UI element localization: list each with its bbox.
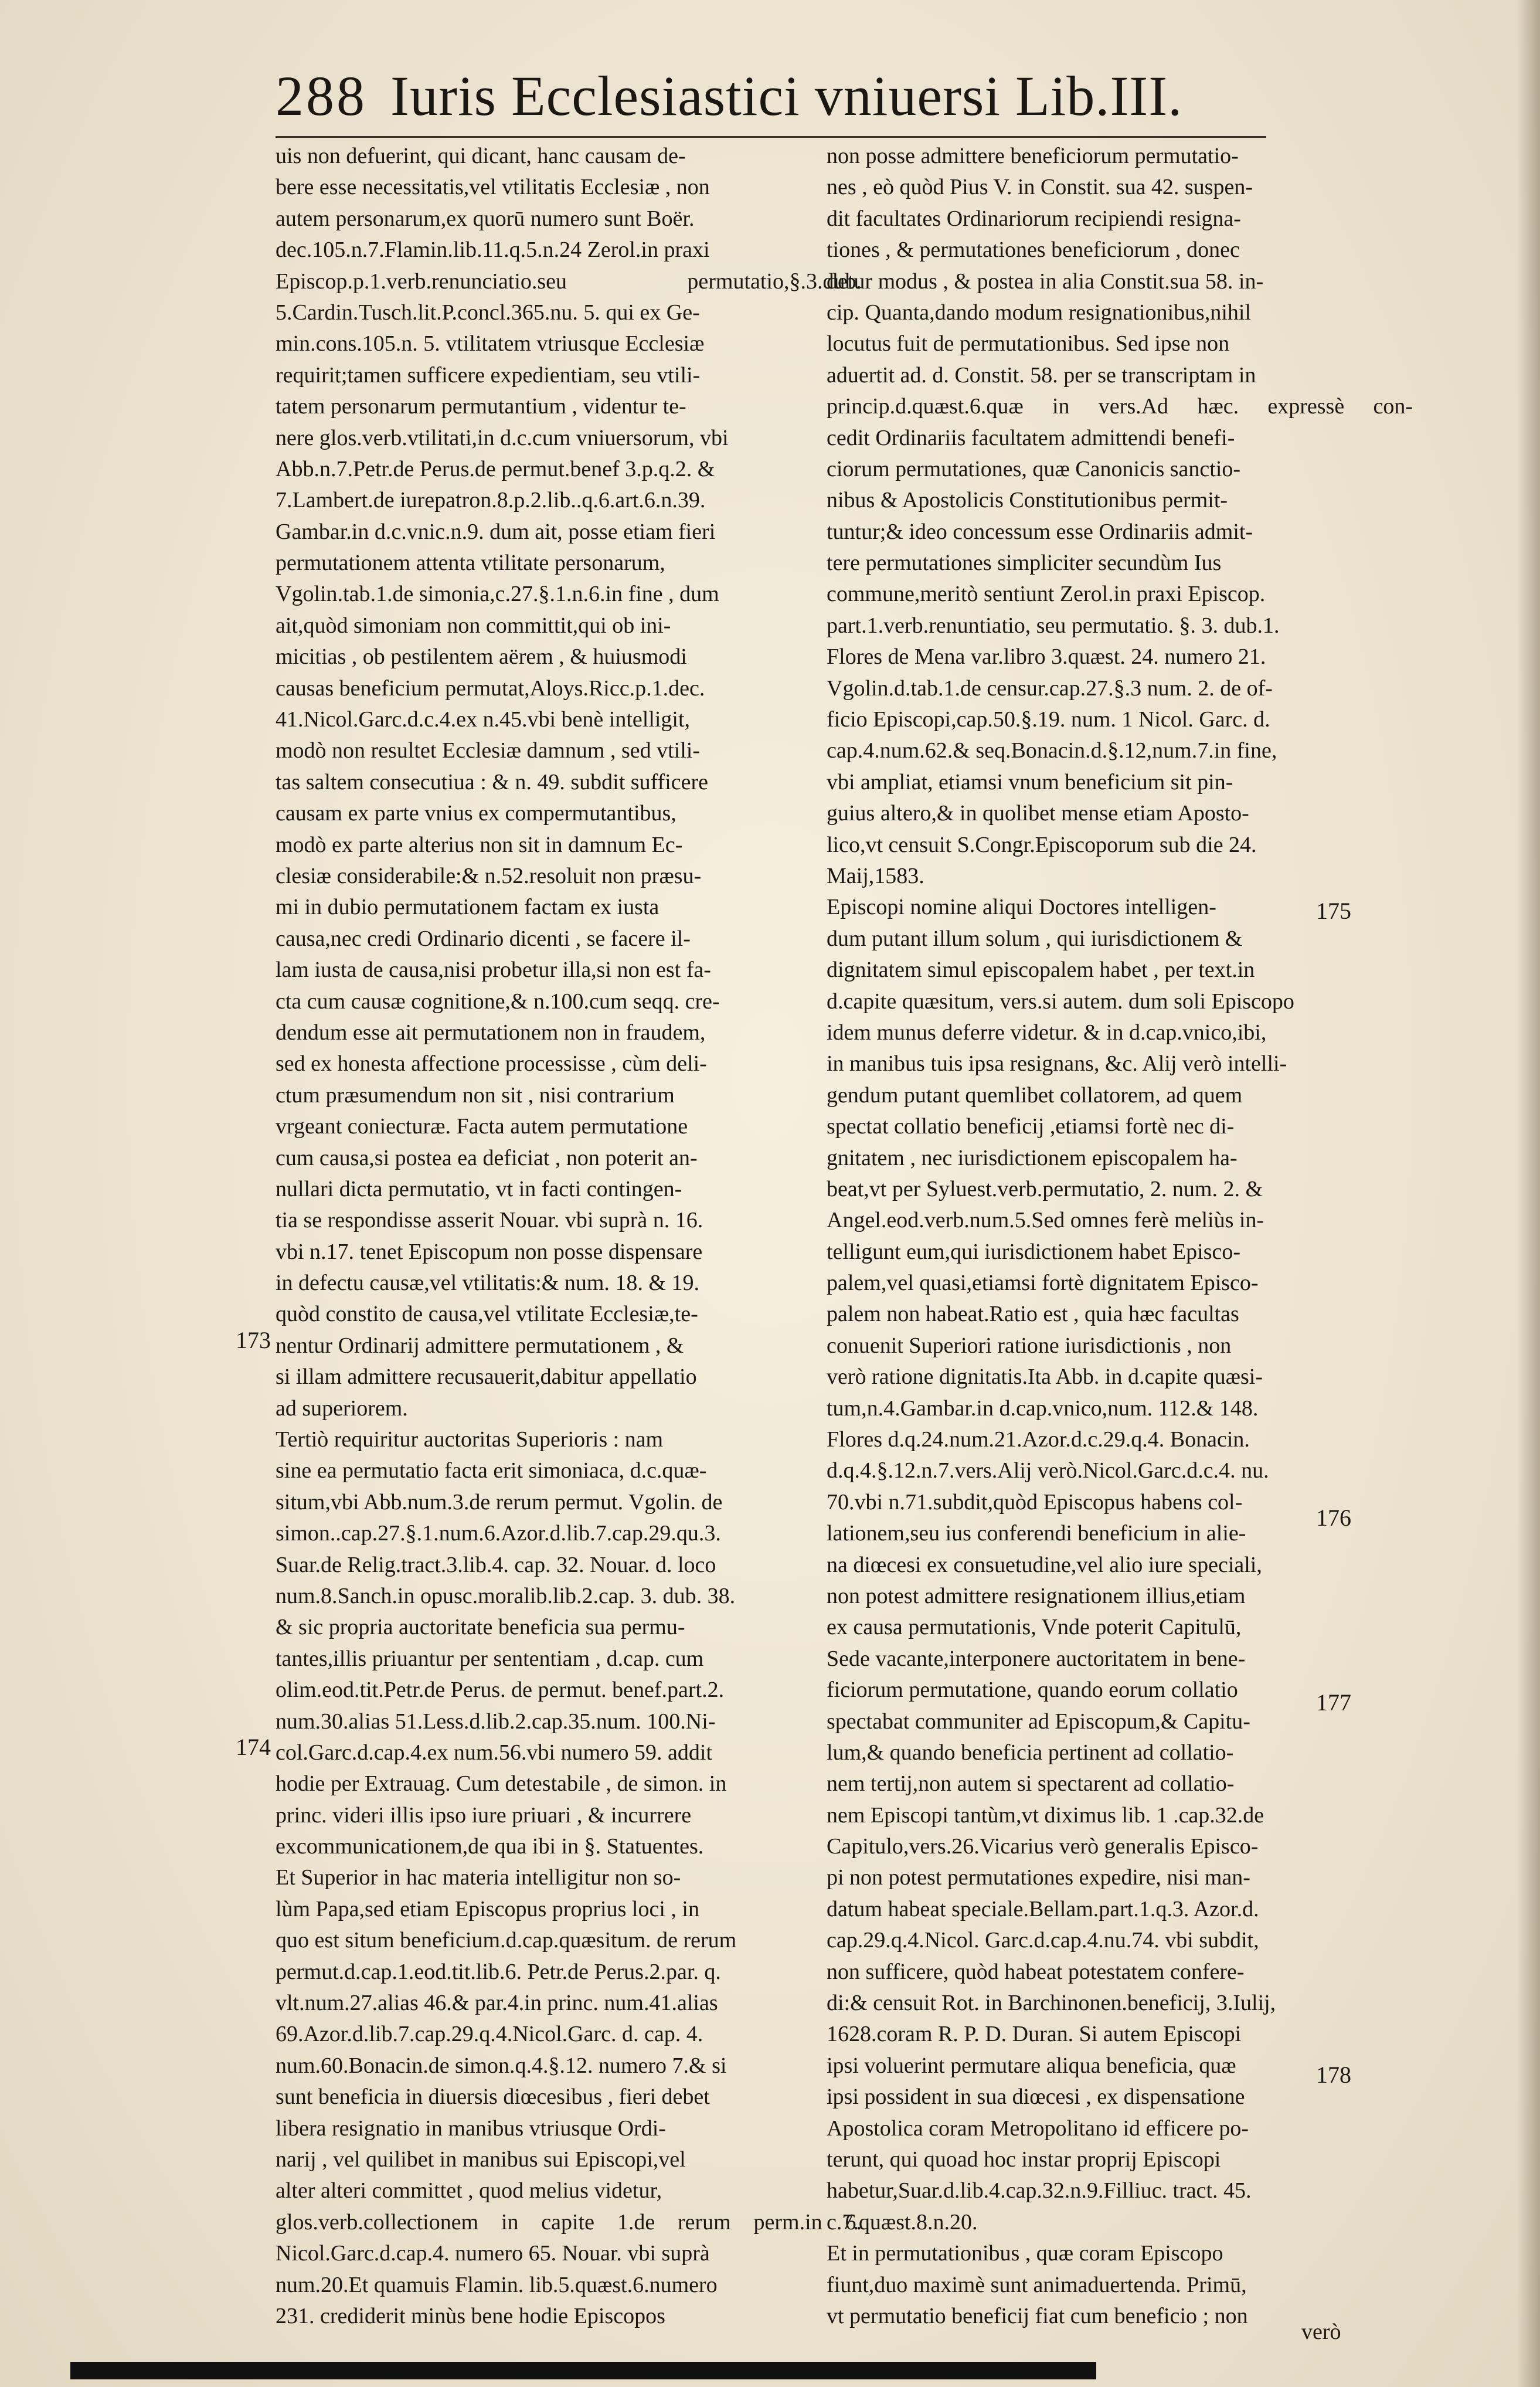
text-line: princip.d.quæst.6.quæ in vers.Ad hæc. expressè con- <box>827 394 1413 419</box>
text-line: Tertiò requiritur auctoritas Superioris : nam <box>276 1427 664 1452</box>
text-line: simon..cap.27.§.1.num.6.Azor.d.lib.7.cap.29.qu.3. <box>276 1521 721 1546</box>
text-line: nibus & Apostolicis Constitutionibus permit- <box>827 488 1228 513</box>
text-line: 69.Azor.d.lib.7.cap.29.q.4.Nicol.Garc. d. cap. 4. <box>276 2022 703 2047</box>
text-line: gendum putant quemlibet collatorem, ad quem <box>827 1082 1243 1108</box>
text-line: ipsi possident in sua diœcesi , ex dispensatione <box>827 2084 1245 2110</box>
text-line: tuntur;& ideo concessum esse Ordinariis admit- <box>827 519 1253 544</box>
text-line: Gambar.in d.c.vnic.n.9. dum ait, posse etiam fieri <box>276 519 716 544</box>
text-line: causa,nec credi Ordinario dicenti , se facere il- <box>276 926 691 951</box>
text-line: Abb.n.7.Petr.de Perus.de permut.benef 3.p.q.2. & <box>276 456 715 481</box>
text-line: Vgolin.d.tab.1.de censur.cap.27.§.3 num. 2. de of- <box>827 675 1273 701</box>
text-line: hodie per Extrauag. Cum detestabile , de simon. in <box>276 1771 727 1797</box>
text-line: aduertit ad. d. Constit. 58. per se transcriptam in <box>827 362 1256 388</box>
text-line: Vgolin.tab.1.de simonia,c.27.§.1.n.6.in fine , dum <box>276 582 719 607</box>
text-line: modò non resultet Ecclesiæ damnum , sed vtili- <box>276 738 700 763</box>
text-line: palem non habeat.Ratio est , quia hæc facultas <box>827 1302 1239 1327</box>
text-line: cap.4.num.62.& seq.Bonacin.d.§.12,num.7.in fine, <box>827 738 1277 763</box>
text-line: ficio Episcopi,cap.50.§.19. num. 1 Nicol. Garc. d. <box>827 707 1270 732</box>
running-title: Iuris Ecclesiastici vniuersi Lib.III. <box>390 64 1183 127</box>
text-line: autem personarum,ex quorū numero sunt Boër. <box>276 206 695 231</box>
text-line: spectabat communiter ad Episcopum,& Capitu- <box>827 1709 1250 1734</box>
text-line: lam iusta de causa,nisi probetur illa,si non est fa- <box>276 957 711 983</box>
text-line: cta cum causæ cognitione,& n.100.cum seqq. cre- <box>276 989 720 1014</box>
text-line: 1628.coram R. P. D. Duran. Si autem Episcopi <box>827 2022 1242 2047</box>
text-line: ipsi voluerint permutare aliqua beneficia, quæ <box>827 2053 1236 2078</box>
margin-number-174: 174 <box>236 1734 271 1760</box>
text-line: min.cons.105.n. 5. vtilitatem vtriusque Ecclesiæ <box>276 331 705 356</box>
text-line: ex causa permutationis, Vnde poterit Capitulū, <box>827 1615 1242 1640</box>
text-line: gnitatem , nec iurisdictionem episcopalem ha- <box>827 1145 1238 1170</box>
text-line: tere permutationes simpliciter secundùm Ius <box>827 551 1222 576</box>
text-line: datum habeat speciale.Bellam.part.1.q.3. Azor.d. <box>827 1896 1259 1921</box>
text-line: ctum præsumendum non sit , nisi contrarium <box>276 1082 675 1108</box>
text-line: alter alteri committet , quod melius videtur, <box>276 2178 662 2203</box>
scan-edge-bar <box>70 2362 1096 2379</box>
text-line: quòd constito de causa,vel vtilitate Ecclesiæ,te- <box>276 1302 698 1327</box>
left-column <box>276 141 862 2332</box>
text-line: mi in dubio permutationem factam ex iusta <box>276 895 659 920</box>
text-line: locutus fuit de permutationibus. Sed ipse non <box>827 331 1230 356</box>
margin-number-178: 178 <box>1316 2062 1351 2088</box>
text-line: dec.105.n.7.Flamin.lib.11.q.5.n.24 Zerol.in praxi <box>276 237 710 263</box>
text-line: 231. crediderit minùs bene hodie Episcopos <box>276 2303 665 2328</box>
text-line: causam ex parte vnius ex compermutantibus, <box>276 801 676 826</box>
text-line: clesiæ considerabile:& n.52.resoluit non præsu- <box>276 863 702 888</box>
text-line: quo est situm beneficium.d.cap.quæsitum. de rerum <box>276 1928 737 1953</box>
text-line: 5.Cardin.Tusch.lit.P.concl.365.nu. 5. qui ex Ge- <box>276 300 700 325</box>
text-line: Episcop.p.1.verb.renunciatio.seu permutatio,§.3.dub. <box>276 269 862 294</box>
text-line: part.1.verb.renuntiatio, seu permutatio. §. 3. dub.1. <box>827 613 1280 638</box>
text-line: detur modus , & postea in alia Constit.sua 58. in- <box>827 269 1264 294</box>
text-line: non sufficere, quòd habeat potestatem confere- <box>827 1959 1245 1984</box>
text-line: Et Superior in hac materia intelligitur non so- <box>276 1865 681 1890</box>
text-line: beat,vt per Syluest.verb.permutatio, 2. num. 2. & <box>827 1176 1263 1201</box>
text-line: lationem,seu ius conferendi beneficium in alie- <box>827 1521 1246 1546</box>
text-line: modò ex parte alterius non sit in damnum Ec- <box>276 832 683 857</box>
text-line: in defectu causæ,vel vtilitatis:& num. 18. & 19. <box>276 1271 699 1296</box>
text-line: Suar.de Relig.tract.3.lib.4. cap. 32. Nouar. d. loco <box>276 1552 716 1577</box>
text-line: nem Episcopi tantùm,vt diximus lib. 1 .cap.32.de <box>827 1802 1264 1828</box>
text-line: non posse admittere beneficiorum permutatio- <box>827 144 1239 168</box>
margin-number-175: 175 <box>1316 898 1351 924</box>
text-line: Nicol.Garc.d.cap.4. numero 65. Nouar. vbi suprà <box>276 2241 710 2266</box>
text-line: & sic propria auctoritate beneficia sua permu- <box>276 1615 685 1640</box>
text-line: Capitulo,vers.26.Vicarius verò generalis Episco- <box>827 1834 1259 1859</box>
text-line: si illam admittere recusauerit,dabitur appellatio <box>276 1364 697 1390</box>
text-line: num.20.Et quamuis Flamin. lib.5.quæst.6.numero <box>276 2272 718 2297</box>
text-line: in manibus tuis ipsa resignans, &c. Alij verò intelli- <box>827 1051 1287 1077</box>
text-line: vt permutatio beneficij fiat cum beneficio ; non <box>827 2303 1248 2328</box>
text-line: na diœcesi ex consuetudine,vel alio iure speciali, <box>827 1552 1262 1577</box>
text-line: cedit Ordinariis facultatem admittendi benefi- <box>827 425 1235 450</box>
text-line: Sede vacante,interponere auctoritatem in bene- <box>827 1646 1246 1671</box>
text-line: palem,vel quasi,etiamsi fortè dignitatem Episco- <box>827 1271 1259 1296</box>
text-line: tatem personarum permutantium , videntur te- <box>276 394 686 419</box>
text-line: num.60.Bonacin.de simon.q.4.§.12. numero 7.& si <box>276 2053 727 2078</box>
text-line: Flores de Mena var.libro 3.quæst. 24. numero 21. <box>827 644 1266 670</box>
text-line: tas saltem consecutiua : & n. 49. subdit sufficere <box>276 769 709 794</box>
text-line: d.capite quæsitum, vers.si autem. dum soli Episcopo <box>827 989 1294 1014</box>
text-line: 70.vbi n.71.subdit,quòd Episcopus habens col- <box>827 1489 1243 1515</box>
page-header <box>276 63 1272 134</box>
spine-shadow <box>1517 0 1540 2387</box>
text-line: sed ex honesta affectione processisse , cùm deli- <box>276 1051 707 1077</box>
text-line: tia se respondisse asserit Nouar. vbi suprà n. 16. <box>276 1208 703 1233</box>
text-line: dit facultates Ordinariorum recipiendi resigna- <box>827 206 1241 231</box>
margin-number-177: 177 <box>1316 1689 1351 1716</box>
text-line: nem tertij,non autem si spectarent ad collatio- <box>827 1771 1235 1797</box>
text-line: ficiorum permutatione, quando eorum collatio <box>827 1678 1238 1703</box>
text-line: permutationem attenta vtilitate personarum, <box>276 551 665 576</box>
text-line: num.30.alias 51.Less.d.lib.2.cap.35.num. 100.Ni- <box>276 1709 716 1734</box>
header-rule <box>276 136 1266 138</box>
text-line: spectat collatio beneficij ,etiamsi fortè nec di- <box>827 1114 1235 1139</box>
text-line: nullari dicta permutatio, vt in facti contingen- <box>276 1176 682 1201</box>
text-line: olim.eod.tit.Petr.de Perus. de permut. benef.part.2. <box>276 1678 725 1703</box>
text-line: bere esse necessitatis,vel vtilitatis Ecclesiæ , non <box>276 175 710 200</box>
margin-number-176: 176 <box>1316 1505 1351 1531</box>
text-line: requirit;tamen sufficere expedientiam, seu vtili- <box>276 362 701 388</box>
text-line: excommunicationem,de qua ibi in §. Statuentes. <box>276 1834 704 1859</box>
text-line: c.7.quæst.8.n.20. <box>827 2209 978 2235</box>
catchword: verò <box>1301 2320 1341 2344</box>
text-line: lum,& quando beneficia pertinent ad collatio- <box>827 1740 1234 1765</box>
text-line: lùm Papa,sed etiam Episcopus proprius loci , in <box>276 1896 699 1921</box>
text-line: vbi ampliat, etiamsi vnum beneficium sit pin- <box>827 769 1233 794</box>
text-line: habetur,Suar.d.lib.4.cap.32.n.9.Filliuc. tract. 45. <box>827 2178 1252 2203</box>
text-line: conuenit Superiori ratione iurisdictionis , non <box>827 1333 1232 1358</box>
text-line: 7.Lambert.de iurepatron.8.p.2.lib..q.6.art.6.n.39. <box>276 488 706 513</box>
text-line: vbi n.17. tenet Episcopum non posse dispensare <box>276 1239 703 1264</box>
text-line: princ. videri illis ipso iure priuari , & incurrere <box>276 1802 692 1828</box>
text-line: libera resignatio in manibus vtriusque Ordi- <box>276 2116 666 2141</box>
text-line: uis non defuerint, qui dicant, hanc causam de- <box>276 144 686 168</box>
text-line: commune,meritò sentiunt Zerol.in praxi Episcop. <box>827 582 1266 607</box>
text-line: nes , eò quòd Pius V. in Constit. sua 42. suspen- <box>827 175 1253 200</box>
text-line: cum causa,si postea ea deficiat , non poterit an- <box>276 1145 698 1170</box>
text-line: Angel.eod.verb.num.5.Sed omnes ferè meliùs in- <box>827 1208 1264 1233</box>
text-line: telligunt eum,qui iurisdictionem habet Episco- <box>827 1239 1241 1264</box>
text-line: lico,vt censuit S.Congr.Episcoporum sub die 24. <box>827 832 1257 857</box>
text-line: guius altero,& in quolibet mense etiam Aposto- <box>827 801 1249 826</box>
text-line: pi non potest permutationes expedire, nisi man- <box>827 1865 1250 1890</box>
text-line: terunt, qui quoad hoc instar proprij Episcopi <box>827 2147 1221 2172</box>
text-line: glos.verb.collectionem in capite 1.de rerum perm.in 6. <box>276 2209 862 2235</box>
text-line: cap.29.q.4.Nicol. Garc.d.cap.4.nu.74. vbi subdit, <box>827 1928 1259 1953</box>
page-number: 288 <box>276 64 367 127</box>
text-line: micitias , ob pestilentem aërem , & huiusmodi <box>276 644 687 670</box>
text-line: di:& censuit Rot. in Barchinonen.beneficij, 3.Iulij, <box>827 1991 1276 2016</box>
right-column <box>827 141 1413 2332</box>
text-line: nere glos.verb.vtilitati,in d.c.cum vniuersorum, vbi <box>276 425 729 450</box>
text-line: dum putant illum solum , qui iurisdictionem & <box>827 926 1243 951</box>
text-line: permut.d.cap.1.eod.tit.lib.6. Petr.de Perus.2.par. q. <box>276 1959 721 1984</box>
text-line: situm,vbi Abb.num.3.de rerum permut. Vgolin. de <box>276 1489 723 1515</box>
text-line: tiones , & permutationes beneficiorum , donec <box>827 237 1240 263</box>
text-line: Episcopi nomine aliqui Doctores intelligen- <box>827 895 1216 920</box>
text-line: col.Garc.d.cap.4.ex num.56.vbi numero 59. addit <box>276 1740 713 1765</box>
text-line: nentur Ordinarij admittere permutationem , & <box>276 1333 684 1358</box>
text-line: Maij,1583. <box>827 863 924 888</box>
text-line: ad superiorem. <box>276 1395 408 1421</box>
text-line: tantes,illis priuantur per sententiam , d.cap. cum <box>276 1646 704 1671</box>
text-line: ciorum permutationes, quæ Canonicis sanctio- <box>827 456 1241 481</box>
text-line: fiunt,duo maximè sunt animaduertenda. Primū, <box>827 2272 1247 2297</box>
text-line: cip. Quanta,dando modum resignationibus,nihil <box>827 300 1252 325</box>
text-line: non potest admittere resignationem illius,etiam <box>827 1583 1246 1608</box>
text-line: sine ea permutatio facta erit simoniaca, d.c.quæ- <box>276 1458 707 1483</box>
text-line: verò ratione dignitatis.Ita Abb. in d.capite quæsi- <box>827 1364 1263 1390</box>
text-line: ait,quòd simoniam non committit,qui ob ini- <box>276 613 671 638</box>
text-line: vlt.num.27.alias 46.& par.4.in princ. num.41.alias <box>276 1991 718 2016</box>
text-line: sunt beneficia in diuersis diœcesibus , fieri debet <box>276 2084 710 2110</box>
text-line: dignitatem simul episcopalem habet , per text.in <box>827 957 1255 983</box>
text-line: tum,n.4.Gambar.in d.cap.vnico,num. 112.& 148. <box>827 1395 1259 1421</box>
text-line: d.q.4.§.12.n.7.vers.Alij verò.Nicol.Garc.d.c.4. nu. <box>827 1458 1269 1483</box>
margin-number-173: 173 <box>236 1327 271 1353</box>
text-line: narij , vel quilibet in manibus sui Episcopi,vel <box>276 2147 686 2172</box>
text-line: Et in permutationibus , quæ coram Episcopo <box>827 2241 1223 2266</box>
text-line: vrgeant coniecturæ. Facta autem permutatione <box>276 1114 688 1139</box>
text-line: 41.Nicol.Garc.d.c.4.ex n.45.vbi benè intelligit, <box>276 707 691 732</box>
text-line: Apostolica coram Metropolitano id efficere po- <box>827 2116 1249 2141</box>
text-line: dendum esse ait permutationem non in fraudem, <box>276 1020 706 1045</box>
text-line: Flores d.q.24.num.21.Azor.d.c.29.q.4. Bonacin. <box>827 1427 1250 1452</box>
text-line: idem munus deferre videtur. & in d.cap.vnico,ibi, <box>827 1020 1267 1045</box>
text-line: causas beneficium permutat,Aloys.Ricc.p.1.dec. <box>276 675 705 701</box>
text-line: num.8.Sanch.in opusc.moralib.lib.2.cap. 3. dub. 38. <box>276 1583 736 1608</box>
